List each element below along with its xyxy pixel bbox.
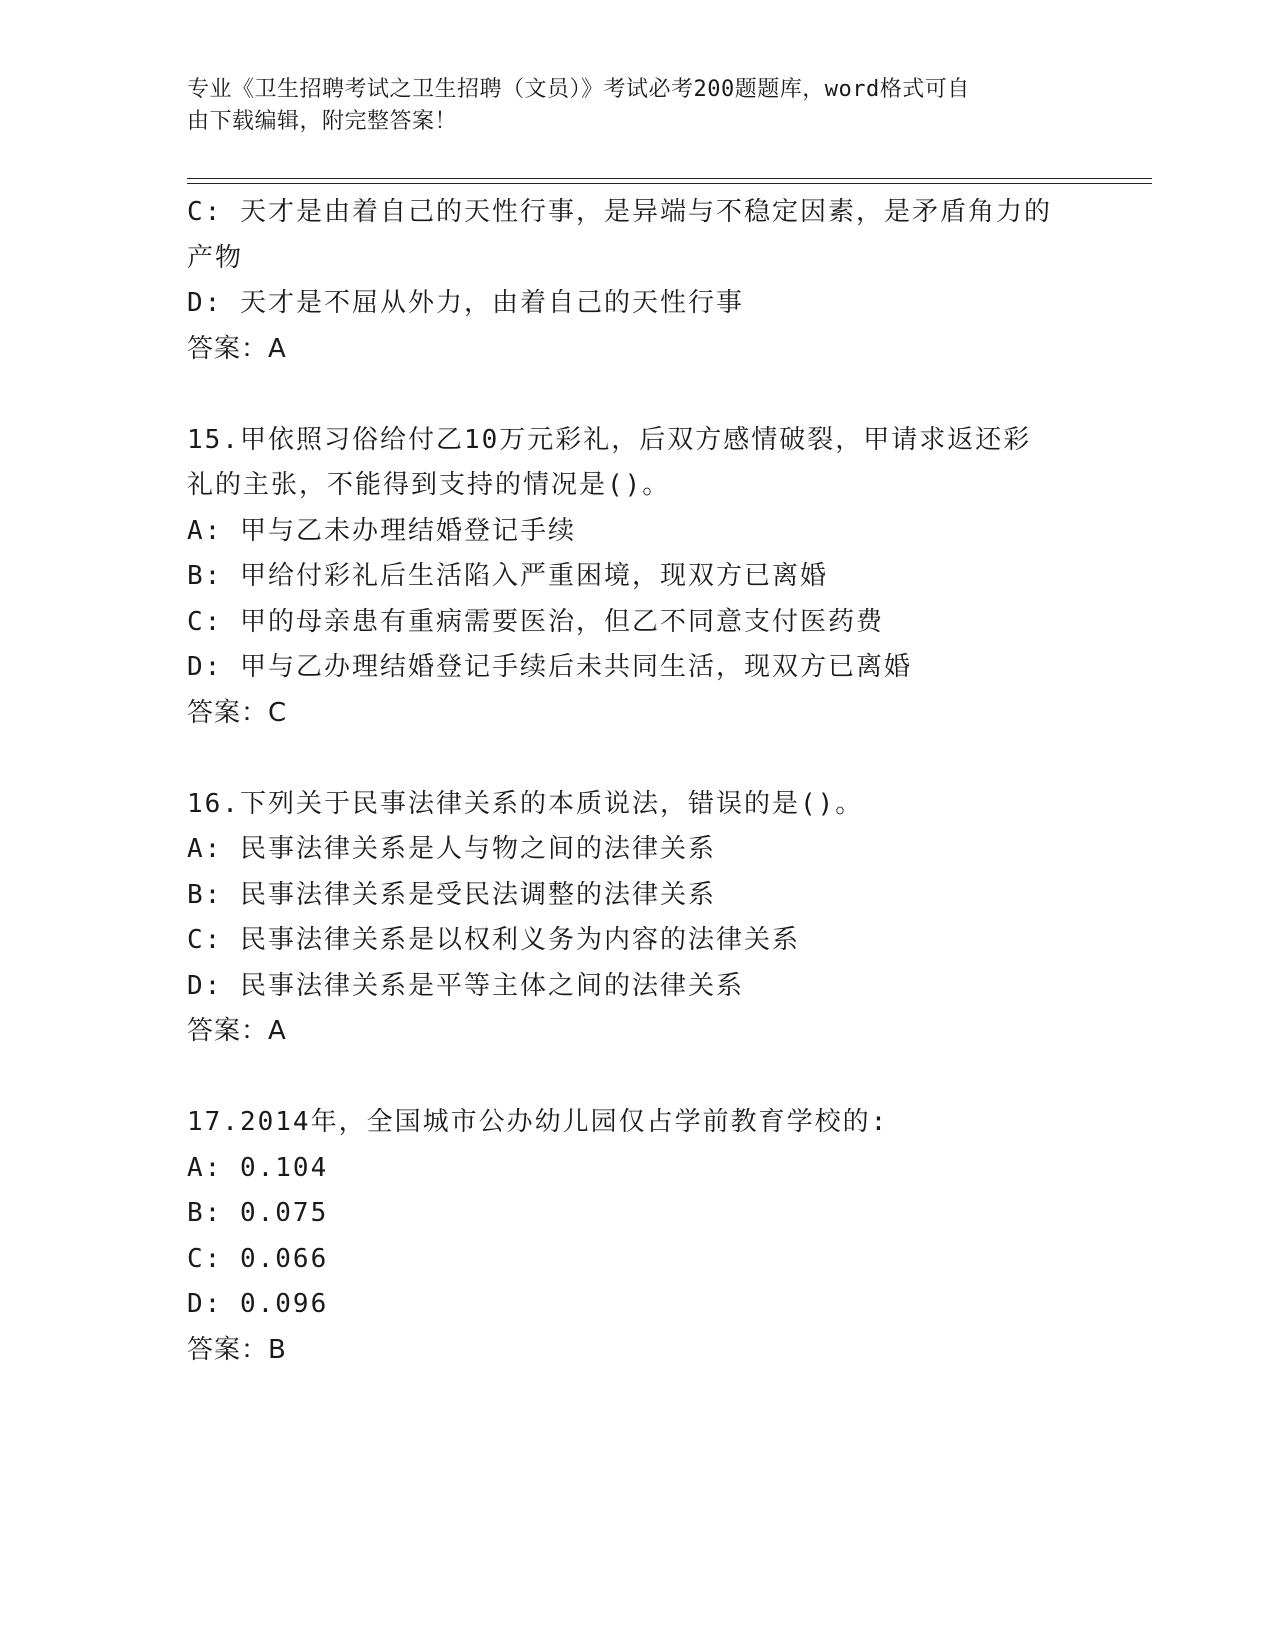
question-text: 15.甲依照习俗给付乙10万元彩礼，后双方感情破裂，甲请求返还彩 bbox=[187, 424, 1032, 455]
answer-line: 答案：A bbox=[187, 333, 287, 364]
document-header bbox=[187, 74, 1067, 138]
option-line: D: 甲与乙办理结婚登记手续后未共同生活，现双方已离婚 bbox=[187, 652, 912, 682]
option-line: D: 民事法律关系是平等主体之间的法律关系 bbox=[187, 970, 744, 1001]
question-text: 礼的主张，不能得到支持的情况是()。 bbox=[187, 470, 671, 500]
header-line-1: 专业《卫生招聘考试之卫生招聘（文员）》考试必考200题题库，word格式可自 bbox=[187, 77, 970, 102]
option-line: B: 民事法律关系是受民法调整的法律关系 bbox=[187, 879, 716, 910]
option-line: C: 天才是由着自己的天性行事，是异端与不稳定因素，是矛盾角力的 bbox=[187, 197, 1052, 227]
option-line: B: 0.075 bbox=[187, 1198, 329, 1228]
option-line: A: 甲与乙未办理结婚登记手续 bbox=[187, 515, 576, 546]
question-block-15 bbox=[187, 418, 1087, 737]
question-text: 17.2014年，全国城市公办幼儿园仅占学前教育学校的: bbox=[187, 1107, 889, 1137]
answer-line: 答案：B bbox=[187, 1334, 287, 1365]
spacer bbox=[187, 372, 1087, 418]
answer-line: 答案：C bbox=[187, 697, 288, 728]
spacer bbox=[187, 736, 1087, 782]
question-block-14 bbox=[187, 190, 1087, 372]
header-rule-bottom bbox=[187, 183, 1152, 184]
header-line-2: 由下载编辑，附完整答案！ bbox=[187, 109, 458, 134]
answer-line: 答案：A bbox=[187, 1016, 287, 1046]
option-line: 产物 bbox=[187, 242, 244, 273]
option-line: C: 0.066 bbox=[187, 1243, 329, 1274]
question-list bbox=[187, 190, 1087, 1373]
option-line: C: 民事法律关系是以权利义务为内容的法律关系 bbox=[187, 925, 800, 955]
option-line: A: 民事法律关系是人与物之间的法律关系 bbox=[187, 834, 716, 864]
question-block-16 bbox=[187, 782, 1087, 1055]
option-line: D: 天才是不屈从外力，由着自己的天性行事 bbox=[187, 288, 744, 318]
question-block-17 bbox=[187, 1100, 1087, 1373]
spacer bbox=[187, 1055, 1087, 1101]
header-rule-top bbox=[187, 178, 1152, 179]
option-line: D: 0.096 bbox=[187, 1289, 329, 1319]
question-text: 16.下列关于民事法律关系的本质说法，错误的是()。 bbox=[187, 788, 864, 819]
option-line: A: 0.104 bbox=[187, 1152, 329, 1183]
option-line: B: 甲给付彩礼后生活陷入严重困境，现双方已离婚 bbox=[187, 561, 828, 591]
option-line: C: 甲的母亲患有重病需要医治，但乙不同意支付医药费 bbox=[187, 606, 884, 637]
